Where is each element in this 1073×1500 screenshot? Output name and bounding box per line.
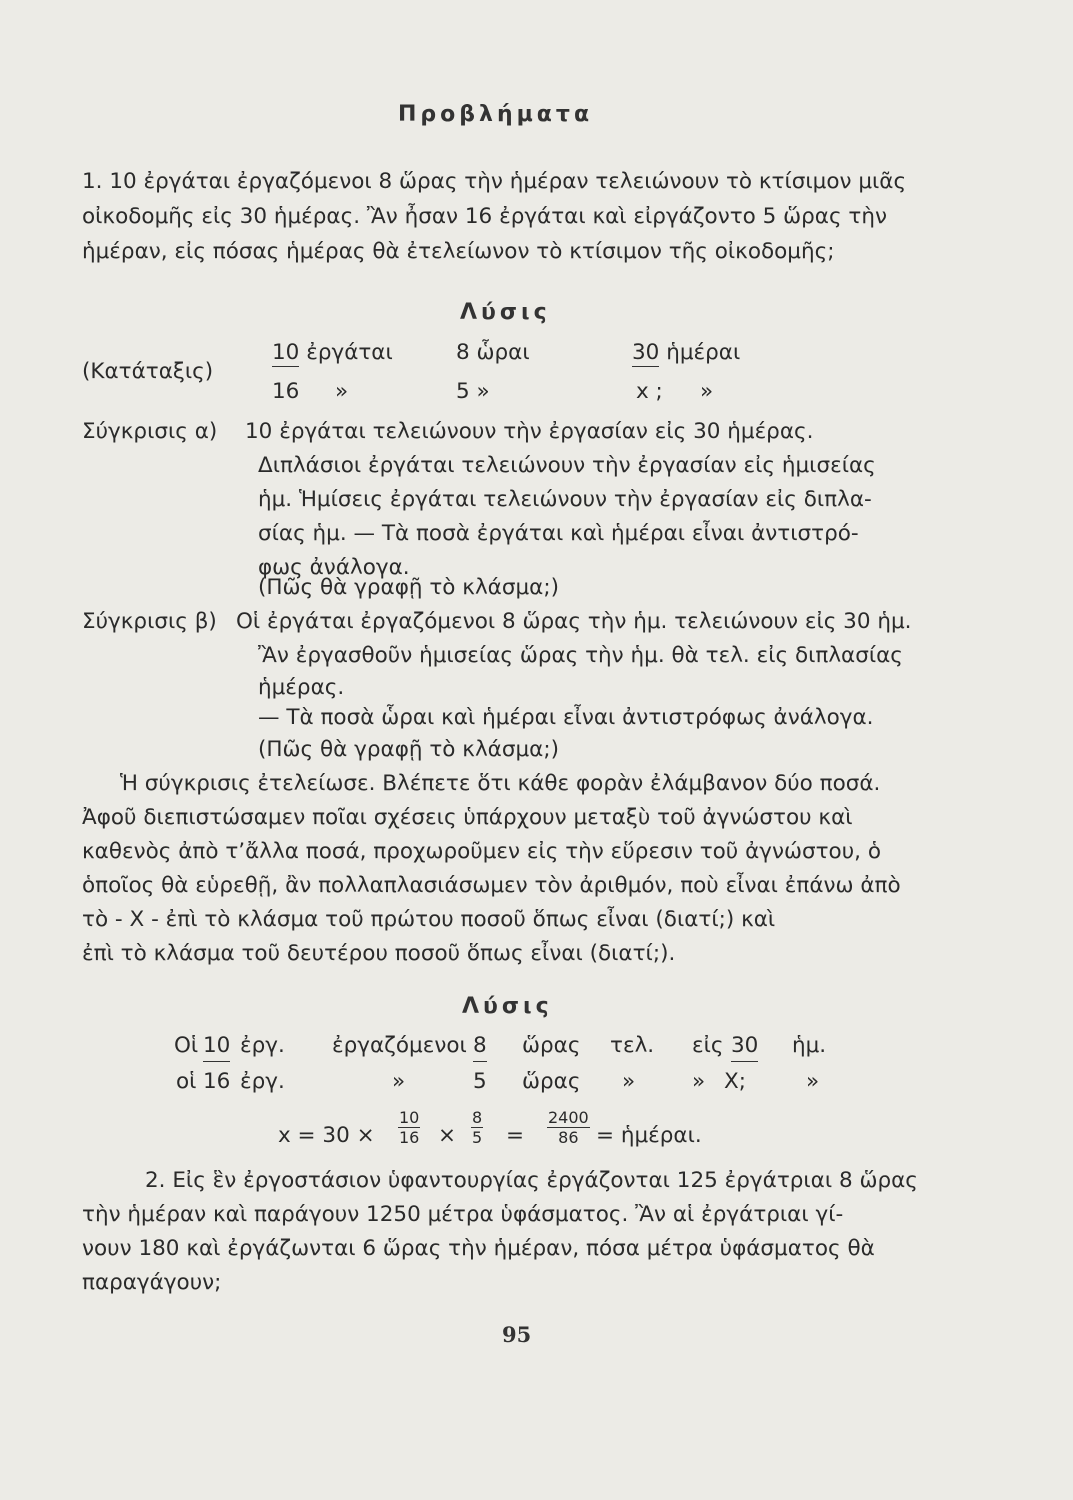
sol2-row2-days-unit: » (806, 1069, 820, 1094)
sol2-row2-article: οἱ (176, 1069, 197, 1094)
sol2-row2-workers: 16 (203, 1069, 231, 1094)
days-unit-2: » (700, 379, 714, 404)
workers-value-2: 16 (272, 379, 300, 404)
problem-1-line-3: ἡμέραν, εἰς πόσας ἡμέρας θὰ ἐτελείωνον τὸ κτίσιμον τῆς οἰκοδομῆς; (82, 239, 835, 264)
page-number: 95 (502, 1322, 532, 1347)
arrangement-label: (Κατάταξις) (82, 359, 214, 384)
sol2-row1-in: εἰς (692, 1033, 724, 1058)
sol2-row1-days: 30 (731, 1032, 758, 1062)
fraction-2-denominator: 5 (472, 1128, 483, 1147)
comparison-a-line-6: (Πῶς θὰ γραφῇ τὸ κλάσμα;) (258, 575, 559, 600)
problem-1-line-1: 1. 10 ἐργάται ἐργαζόμενοι 8 ὥρας τὴν ἡμέραν τελειώνουν τὸ κτίσιμον μιᾶς (82, 169, 907, 194)
workers-unit-2: » (335, 379, 349, 404)
sol2-row1-article: Οἱ (174, 1033, 199, 1058)
sol2-row2-working: » (392, 1069, 406, 1094)
fraction-3-numerator: 2400 (548, 1108, 589, 1127)
fraction-2-numerator: 8 (472, 1108, 483, 1127)
explanation-line-3: καθενὸς ἀπὸ τ’ἄλλα ποσά, προχωροῦμεν εἰς τὴν εὕρεσιν τοῦ ἀγνώστου, ὁ (82, 839, 881, 864)
problem-2-line-3: νουν 180 καὶ ἐργάζωνται 6 ὥρας τὴν ἡμέραν, πόσα μέτρα ὑφάσματος θὰ (82, 1236, 875, 1261)
sol2-row1-hours: 8 (473, 1032, 487, 1062)
equation-equals: = (506, 1123, 525, 1148)
comparison-a-line-2: Διπλάσιοι ἐργάται τελειώνουν τὴν ἐργασίαν εἰς ἡμισείας (258, 453, 876, 478)
days-row-1 (632, 339, 740, 367)
comparison-a-label: Σύγκρισις α) (82, 419, 218, 444)
fraction-3-denominator: 86 (558, 1128, 579, 1147)
comparison-a-line-1: 10 ἐργάται τελειώνουν τὴν ἐργασίαν εἰς 30 ἡμέρας. (245, 419, 814, 444)
comparison-a-line-4: σίας ἡμ. — Τὰ ποσὰ ἐργάται καὶ ἡμέραι εἶναι ἀντιστρό- (258, 521, 859, 546)
equation-lhs: x = 30 × (278, 1123, 375, 1148)
sol2-row1-working: ἐργαζόμενοι (332, 1033, 467, 1058)
sol2-row2-hours-unit: ὥρας (522, 1069, 581, 1094)
explanation-line-5: τὸ - X - ἐπὶ τὸ κλάσμα τοῦ πρώτου ποσοῦ ὅπως εἶναι (διατί;) καὶ (82, 907, 776, 932)
comparison-b-line-2: Ἂν ἐργασθοῦν ἡμισείας ὥρας τὴν ἡμ. θὰ τελ. εἰς διπλασίας (258, 643, 903, 668)
equation-result: = ἡμέραι. (596, 1123, 702, 1148)
comparison-a-line-5: φως ἀνάλογα. (258, 555, 410, 580)
solution-1-heading: Λύσις (460, 300, 551, 325)
problem-1-line-2: οἰκοδομῆς εἰς 30 ἡμέρας. Ἂν ἦσαν 16 ἐργάται καὶ εἰργάζοντο 5 ὥρας τὴν (82, 204, 888, 229)
explanation-line-2: Ἀφοῦ διεπιστώσαμεν ποῖαι σχέσεις ὑπάρχουν μεταξὺ τοῦ ἀγνώστου καὶ (82, 805, 853, 830)
days-value-2: x ; (636, 379, 663, 404)
fraction-1-denominator: 16 (399, 1128, 420, 1147)
sol2-row1-hours-unit: ὥρας (522, 1033, 581, 1058)
problem-2-line-1: 2. Εἰς ἓν ἐργοστάσιον ὑφαντουργίας ἐργάζονται 125 ἐργάτριαι 8 ὥρας (145, 1168, 918, 1193)
solution-2-heading: Λύσις (462, 994, 553, 1019)
equation-times: × (438, 1123, 457, 1148)
workers-unit-1: ἐργάται (306, 340, 393, 365)
explanation-line-1: Ἡ σύγκρισις ἐτελείωσε. Βλέπετε ὅτι κάθε φορὰν ἐλάμβανον δύο ποσά. (120, 771, 881, 796)
arrangement-row-1 (272, 339, 393, 367)
sol2-row2-workers-unit: ἐργ. (240, 1069, 285, 1094)
workers-value-1: 10 (272, 340, 300, 365)
days-value-1: 30 (632, 340, 660, 365)
sol2-row1-finish: τελ. (610, 1033, 655, 1058)
comparison-a-line-3: ἡμ. Ἡμίσεις ἐργάται τελειώνουν τὴν ἐργασίαν εἰς διπλα- (258, 487, 872, 512)
sol2-row2-days: X; (724, 1069, 746, 1094)
sol2-row2-finish: » (622, 1069, 636, 1094)
sol2-row1-workers: 10 (203, 1032, 230, 1062)
hours-value-2: 5 » (456, 379, 490, 404)
fraction-1-numerator: 10 (399, 1108, 420, 1127)
sol2-row1-workers-unit: ἐργ. (240, 1033, 285, 1058)
equation-fraction-1 (398, 1108, 420, 1147)
explanation-line-4: ὁποῖος θὰ εὑρεθῇ, ἂν πολλαπλασιάσωμεν τὸν ἀριθμόν, ποὺ εἶναι ἐπάνω ἀπὸ (82, 873, 901, 898)
problem-2-line-4: παραγάγουν; (82, 1270, 222, 1295)
page-title: Προβλήματα (398, 102, 594, 127)
explanation-line-6: ἐπὶ τὸ κλάσμα τοῦ δευτέρου ποσοῦ ὅπως εἶναι (διατί;). (82, 941, 676, 966)
problem-2-line-2: τὴν ἡμέραν καὶ παράγουν 1250 μέτρα ὑφάσματος. Ἂν αἱ ἐργάτριαι γί- (82, 1202, 844, 1227)
sol2-row2-hours: 5 (473, 1069, 487, 1094)
sol2-row2-in: » (692, 1069, 706, 1094)
comparison-b-line-1: Οἱ ἐργάται ἐργαζόμενοι 8 ὥρας τὴν ἡμ. τελειώνουν εἰς 30 ἡμ. (236, 609, 912, 634)
sol2-row1-days-unit: ἡμ. (792, 1033, 827, 1058)
comparison-b-line-4: — Τὰ ποσὰ ὧραι καὶ ἡμέραι εἶναι ἀντιστρόφως ἀνάλογα. (258, 705, 874, 730)
days-unit-1: ἡμέραι (666, 340, 741, 365)
hours-value-1: 8 ὧραι (456, 340, 530, 365)
comparison-b-label: Σύγκρισις β) (82, 609, 217, 634)
comparison-b-line-5: (Πῶς θὰ γραφῇ τὸ κλάσμα;) (258, 737, 559, 762)
comparison-b-line-3: ἡμέρας. (258, 675, 345, 700)
equation-fraction-3 (547, 1108, 590, 1147)
equation-fraction-2 (471, 1108, 483, 1147)
